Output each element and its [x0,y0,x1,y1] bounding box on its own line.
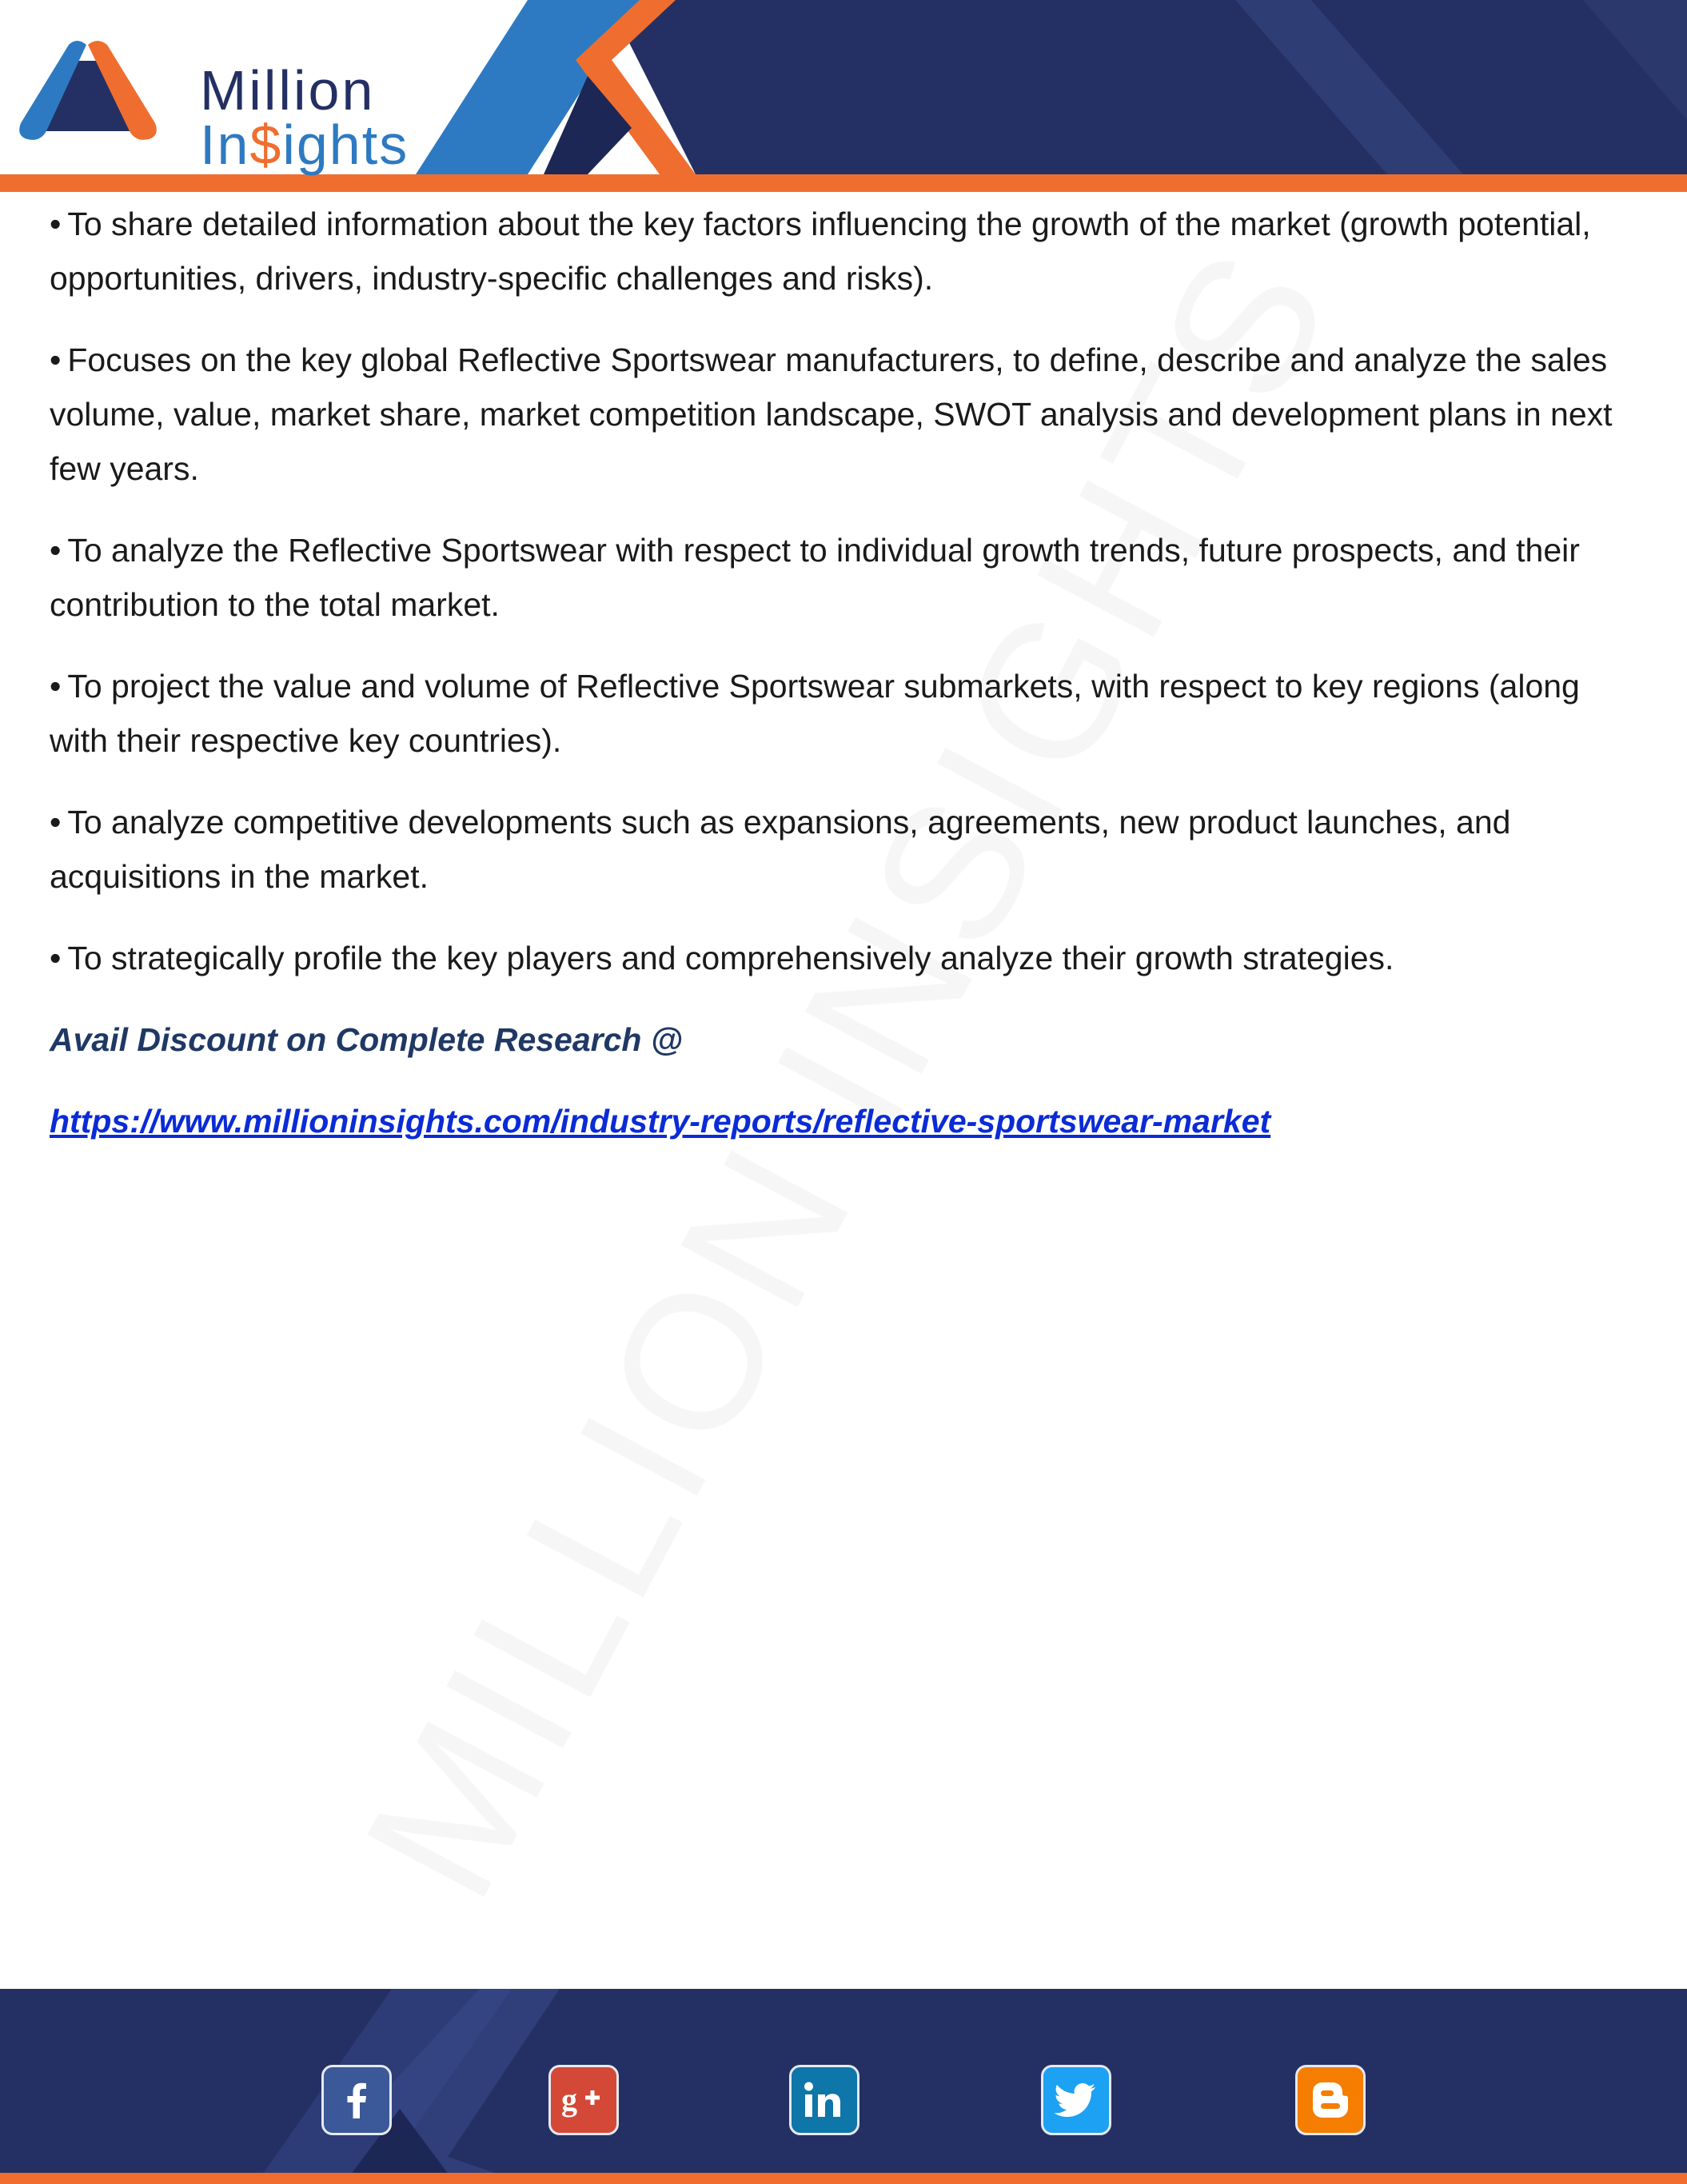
bullet-text: Focuses on the key global Reflective Sportswear manufacturers, to define, describe and analyze the sales volume, value, market share, market competition landscape, SWOT analysis and development plans in next few years. [50,341,1613,487]
twitter-icon[interactable] [1041,2065,1111,2135]
logo-word-insights [200,114,409,176]
bullet-glyph: • [50,668,62,705]
bullet-item [50,523,1633,632]
bullet-text: To analyze competitive developments such as expansions, agreements, new product launches, and acquisitions in the market. [50,804,1511,895]
page-footer [0,1989,1687,2184]
bullet-item [50,197,1633,305]
google-plus-icon[interactable] [548,2065,619,2135]
bullet-text: To share detailed information about the key factors influencing the growth of the market (growth potential, opportunities, drivers, industry-specific challenges and risks). [50,206,1591,297]
discount-callout: Avail Discount on Complete Research @ [50,1021,683,1058]
bullet-glyph: • [50,532,62,569]
bullet-glyph: • [50,804,62,840]
bullet-item [50,333,1633,496]
bullet-text: To project the value and volume of Reflective Sportswear submarkets, with respect to key regions (along with their respective key countries). [50,668,1580,759]
logo-mark-icon [14,37,166,149]
logo-dollar-sign: $ [249,114,283,176]
document-body [50,197,1633,1148]
bullet-text: To analyze the Reflective Sportswear with respect to individual growth trends, future prospects, and their contribution to the total market. [50,532,1580,623]
bullet-glyph: • [50,341,62,378]
svg-text:g: g [561,2082,577,2118]
linkedin-icon[interactable] [789,2065,859,2135]
bullet-text: To strategically profile the key players and comprehensively analyze their growth strategies. [67,940,1394,976]
logo-word-million: Million [200,59,376,122]
million-insights-logo [14,32,430,176]
bullet-item [50,795,1633,904]
facebook-icon[interactable] [321,2065,392,2135]
bullet-glyph: • [50,206,62,242]
blogger-icon[interactable] [1295,2065,1366,2135]
bullet-item [50,659,1633,768]
report-link[interactable]: https://www.millioninsights.com/industry-reports/reflective-sportswear-market [50,1103,1271,1140]
bullet-item [50,931,1633,985]
bullet-glyph: • [50,940,62,976]
logo-wordmark [200,59,409,176]
logo-word-insights-part1: In [200,114,250,176]
page-header [0,0,1687,192]
logo-word-insights-part2: ights [282,114,409,176]
